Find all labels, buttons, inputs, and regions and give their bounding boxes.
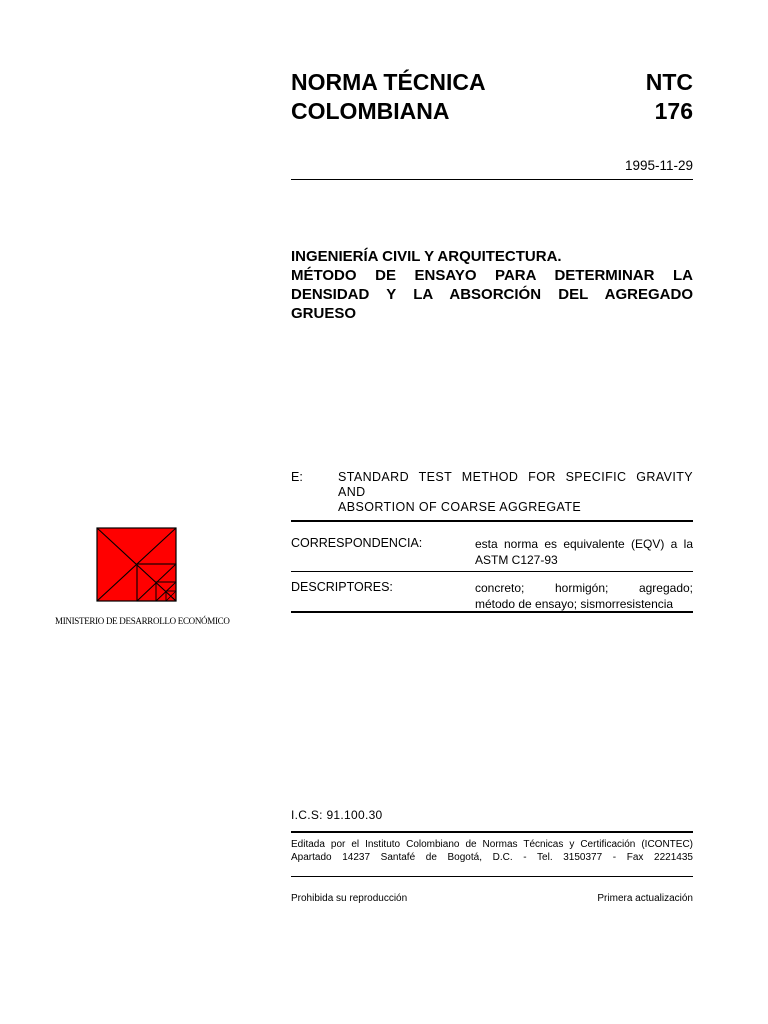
- ics-code: I.C.S: 91.100.30: [291, 808, 383, 822]
- subject-line-4: GRUESO: [291, 305, 357, 322]
- title-line-2: COLOMBIANA: [291, 98, 450, 124]
- descriptors-label: DESCRIPTORES:: [291, 580, 393, 594]
- publisher-line-1: Editada por el Instituto Colombiano de Normas Técnicas y Certificación (ICONTEC): [291, 839, 693, 850]
- english-title: [338, 470, 693, 515]
- norm-code: [646, 68, 693, 126]
- code-line-2: 176: [654, 98, 693, 124]
- divider-publisher: [291, 876, 693, 877]
- ministry-caption: MINISTERIO DE DESARROLLO ECONÓMICO: [55, 616, 230, 626]
- correspondence-line-2: ASTM C127-93: [475, 553, 558, 567]
- divider-bottom-descriptors: [291, 611, 693, 613]
- divider-top: [291, 179, 693, 180]
- document-subject: [291, 247, 693, 323]
- publication-date: 1995-11-29: [624, 158, 693, 173]
- correspondence-value: [475, 536, 693, 568]
- divider-ics: [291, 831, 693, 833]
- update-notice: Primera actualización: [597, 893, 693, 904]
- descriptors-value: [475, 580, 693, 612]
- code-line-1: NTC: [645, 69, 693, 95]
- reproduction-notice: Prohibida su reproducción: [291, 893, 408, 904]
- divider-correspondence: [291, 520, 693, 522]
- correspondence-label: CORRESPONDENCIA:: [291, 536, 423, 550]
- publisher-info: [291, 838, 693, 864]
- subject-line-1: INGENIERÍA CIVIL Y ARQUITECTURA.: [291, 248, 562, 265]
- subject-line-3: DENSIDAD Y LA ABSORCIÓN DEL AGREGADO: [291, 286, 693, 303]
- title-line-1: NORMA TÉCNICA: [291, 69, 486, 95]
- english-line-2: ABSORTION OF COARSE AGGREGATE: [338, 500, 582, 514]
- publisher-line-2: Apartado 14237 Santafé de Bogotá, D.C. - Tel. 3150377 - Fax 2221435: [291, 852, 693, 863]
- divider-descriptors: [291, 571, 693, 572]
- descriptors-line-1: concreto; hormigón; agregado;: [475, 581, 693, 595]
- ministry-logo-icon: [96, 527, 178, 608]
- subject-line-2: MÉTODO DE ENSAYO PARA DETERMINAR LA: [291, 267, 693, 284]
- ministry-logo-graphic: [96, 527, 178, 603]
- english-line-1: STANDARD TEST METHOD FOR SPECIFIC GRAVITY AND: [338, 470, 693, 499]
- correspondence-line-1: esta norma es equivalente (EQV) a la: [475, 537, 693, 551]
- norm-title: [291, 68, 486, 126]
- english-label: E:: [291, 470, 303, 484]
- descriptors-line-2: método de ensayo; sismorresistencia: [475, 597, 674, 611]
